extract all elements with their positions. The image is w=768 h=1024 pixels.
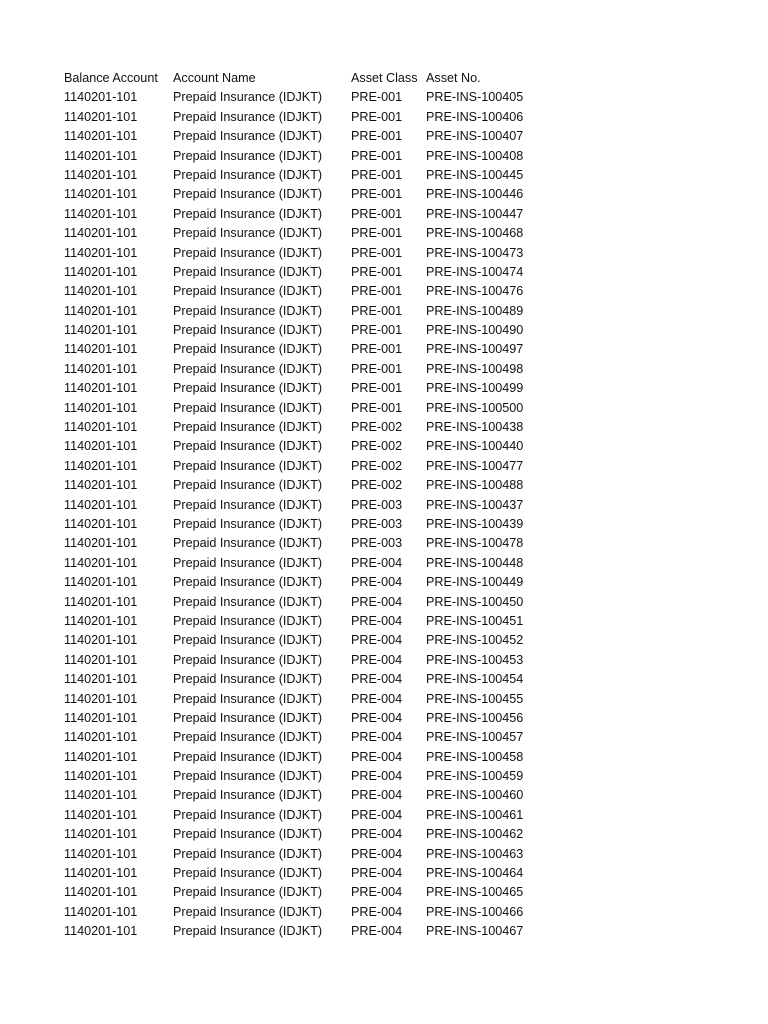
table-row <box>64 418 536 437</box>
table-row <box>64 767 536 786</box>
account-name-cell: Prepaid Insurance (IDJKT) <box>173 206 323 221</box>
asset-class-cell: PRE-004 <box>351 827 403 842</box>
asset-no-cell: PRE-INS-100497 <box>426 342 524 357</box>
balance-account-cell: 1140201-101 <box>64 788 138 803</box>
table-row <box>64 651 536 670</box>
balance-account-cell: 1140201-101 <box>64 478 138 493</box>
asset-no-cell: PRE-INS-100447 <box>426 206 524 221</box>
table-row <box>64 127 536 146</box>
balance-account-cell: 1140201-101 <box>64 710 138 725</box>
account-name-cell: Prepaid Insurance (IDJKT) <box>173 381 323 396</box>
asset-class-cell: PRE-001 <box>351 109 403 124</box>
asset-class-cell: PRE-001 <box>351 226 403 241</box>
asset-no-cell: PRE-INS-100438 <box>426 420 524 435</box>
asset-class-cell: PRE-004 <box>351 807 403 822</box>
balance-account-cell: 1140201-101 <box>64 613 138 628</box>
asset-class-cell: PRE-004 <box>351 555 403 570</box>
asset-class-cell: PRE-001 <box>351 167 403 182</box>
balance-account-cell: 1140201-101 <box>64 497 138 512</box>
balance-account-cell: 1140201-101 <box>64 458 138 473</box>
account-name-cell: Prepaid Insurance (IDJKT) <box>173 788 323 803</box>
asset-class-cell: PRE-004 <box>351 594 403 609</box>
asset-no-cell: PRE-INS-100458 <box>426 749 524 764</box>
account-name-cell: Prepaid Insurance (IDJKT) <box>173 187 323 202</box>
account-name-cell: Prepaid Insurance (IDJKT) <box>173 342 323 357</box>
asset-class-cell: PRE-004 <box>351 866 403 881</box>
asset-no-cell: PRE-INS-100499 <box>426 381 524 396</box>
account-name-cell: Prepaid Insurance (IDJKT) <box>173 613 323 628</box>
asset-table <box>64 69 536 942</box>
asset-class-cell: PRE-004 <box>351 904 403 919</box>
balance-account-cell: 1140201-101 <box>64 827 138 842</box>
table-row <box>64 166 536 185</box>
account-name-cell: Prepaid Insurance (IDJKT) <box>173 90 323 105</box>
table-row <box>64 185 536 204</box>
account-name-cell: Prepaid Insurance (IDJKT) <box>173 148 323 163</box>
asset-class-cell: PRE-001 <box>351 148 403 163</box>
table-row <box>64 263 536 282</box>
asset-class-cell: PRE-004 <box>351 652 403 667</box>
asset-class-cell: PRE-001 <box>351 381 403 396</box>
account-name-cell: Prepaid Insurance (IDJKT) <box>173 361 323 376</box>
asset-no-cell: PRE-INS-100459 <box>426 769 524 784</box>
account-name-cell: Prepaid Insurance (IDJKT) <box>173 439 323 454</box>
asset-class-cell: PRE-002 <box>351 420 403 435</box>
asset-no-cell: PRE-INS-100450 <box>426 594 524 609</box>
asset-no-cell: PRE-INS-100455 <box>426 691 524 706</box>
balance-account-cell: 1140201-101 <box>64 303 138 318</box>
account-name-cell: Prepaid Insurance (IDJKT) <box>173 303 323 318</box>
balance-account-cell: 1140201-101 <box>64 323 138 338</box>
balance-account-cell: 1140201-101 <box>64 129 138 144</box>
table-row <box>64 476 536 495</box>
balance-account-cell: 1140201-101 <box>64 652 138 667</box>
table-row <box>64 282 536 301</box>
balance-account-cell: 1140201-101 <box>64 594 138 609</box>
balance-account-cell: 1140201-101 <box>64 109 138 124</box>
asset-no-cell: PRE-INS-100440 <box>426 439 524 454</box>
asset-class-cell: PRE-004 <box>351 691 403 706</box>
table-row <box>64 631 536 650</box>
asset-class-cell: PRE-002 <box>351 458 403 473</box>
balance-account-cell: 1140201-101 <box>64 769 138 784</box>
account-name-cell: Prepaid Insurance (IDJKT) <box>173 555 323 570</box>
asset-no-cell: PRE-INS-100463 <box>426 846 524 861</box>
asset-class-cell: PRE-003 <box>351 497 403 512</box>
asset-no-cell: PRE-INS-100437 <box>426 497 524 512</box>
table-row <box>64 786 536 805</box>
asset-class-cell: PRE-004 <box>351 710 403 725</box>
table-row <box>64 302 536 321</box>
asset-no-cell: PRE-INS-100465 <box>426 885 524 900</box>
table-row <box>64 612 536 631</box>
account-name-cell: Prepaid Insurance (IDJKT) <box>173 226 323 241</box>
account-name-cell: Prepaid Insurance (IDJKT) <box>173 807 323 822</box>
account-name-cell: Prepaid Insurance (IDJKT) <box>173 536 323 551</box>
asset-no-cell: PRE-INS-100466 <box>426 904 524 919</box>
balance-account-cell: 1140201-101 <box>64 400 138 415</box>
account-name-cell: Prepaid Insurance (IDJKT) <box>173 400 323 415</box>
balance-account-cell: 1140201-101 <box>64 342 138 357</box>
account-name-cell: Prepaid Insurance (IDJKT) <box>173 924 323 939</box>
header-row <box>64 69 536 88</box>
table-row <box>64 399 536 418</box>
account-name-cell: Prepaid Insurance (IDJKT) <box>173 129 323 144</box>
table-row <box>64 437 536 456</box>
asset-no-cell: PRE-INS-100453 <box>426 652 524 667</box>
asset-class-cell: PRE-001 <box>351 264 403 279</box>
balance-account-cell: 1140201-101 <box>64 846 138 861</box>
balance-account-cell: 1140201-101 <box>64 691 138 706</box>
balance-account-cell: 1140201-101 <box>64 167 138 182</box>
asset-no-cell: PRE-INS-100473 <box>426 245 524 260</box>
asset-no-cell: PRE-INS-100456 <box>426 710 524 725</box>
account-name-cell: Prepaid Insurance (IDJKT) <box>173 167 323 182</box>
asset-no-cell: PRE-INS-100460 <box>426 788 524 803</box>
asset-no-cell: PRE-INS-100406 <box>426 109 524 124</box>
account-name-cell: Prepaid Insurance (IDJKT) <box>173 109 323 124</box>
asset-class-cell: PRE-001 <box>351 245 403 260</box>
asset-class-cell: PRE-001 <box>351 206 403 221</box>
header-asset-no: Asset No. <box>426 71 481 85</box>
asset-class-cell: PRE-004 <box>351 633 403 648</box>
asset-class-cell: PRE-001 <box>351 361 403 376</box>
account-name-cell: Prepaid Insurance (IDJKT) <box>173 866 323 881</box>
balance-account-cell: 1140201-101 <box>64 90 138 105</box>
asset-no-cell: PRE-INS-100452 <box>426 633 524 648</box>
table-body <box>64 88 536 941</box>
table-row <box>64 224 536 243</box>
asset-no-cell: PRE-INS-100467 <box>426 924 524 939</box>
balance-account-cell: 1140201-101 <box>64 749 138 764</box>
asset-no-cell: PRE-INS-100446 <box>426 187 524 202</box>
balance-account-cell: 1140201-101 <box>64 924 138 939</box>
account-name-cell: Prepaid Insurance (IDJKT) <box>173 478 323 493</box>
asset-class-cell: PRE-004 <box>351 749 403 764</box>
balance-account-cell: 1140201-101 <box>64 672 138 687</box>
asset-class-cell: PRE-004 <box>351 613 403 628</box>
account-name-cell: Prepaid Insurance (IDJKT) <box>173 245 323 260</box>
balance-account-cell: 1140201-101 <box>64 361 138 376</box>
asset-class-cell: PRE-003 <box>351 516 403 531</box>
asset-no-cell: PRE-INS-100462 <box>426 827 524 842</box>
account-name-cell: Prepaid Insurance (IDJKT) <box>173 284 323 299</box>
balance-account-cell: 1140201-101 <box>64 439 138 454</box>
balance-account-cell: 1140201-101 <box>64 575 138 590</box>
table-row <box>64 534 536 553</box>
asset-class-cell: PRE-001 <box>351 400 403 415</box>
asset-no-cell: PRE-INS-100498 <box>426 361 524 376</box>
asset-class-cell: PRE-001 <box>351 323 403 338</box>
balance-account-cell: 1140201-101 <box>64 866 138 881</box>
balance-account-cell: 1140201-101 <box>64 206 138 221</box>
account-name-cell: Prepaid Insurance (IDJKT) <box>173 885 323 900</box>
table-row <box>64 244 536 263</box>
table-row <box>64 728 536 747</box>
balance-account-cell: 1140201-101 <box>64 226 138 241</box>
asset-no-cell: PRE-INS-100451 <box>426 613 524 628</box>
account-name-cell: Prepaid Insurance (IDJKT) <box>173 458 323 473</box>
table-row <box>64 709 536 728</box>
account-name-cell: Prepaid Insurance (IDJKT) <box>173 904 323 919</box>
balance-account-cell: 1140201-101 <box>64 536 138 551</box>
asset-no-cell: PRE-INS-100445 <box>426 167 524 182</box>
table-row <box>64 515 536 534</box>
asset-no-cell: PRE-INS-100490 <box>426 323 524 338</box>
asset-class-cell: PRE-002 <box>351 439 403 454</box>
asset-no-cell: PRE-INS-100405 <box>426 90 524 105</box>
table-row <box>64 88 536 107</box>
asset-no-cell: PRE-INS-100476 <box>426 284 524 299</box>
asset-no-cell: PRE-INS-100468 <box>426 226 524 241</box>
table-row <box>64 922 536 941</box>
asset-class-cell: PRE-004 <box>351 672 403 687</box>
asset-class-cell: PRE-004 <box>351 730 403 745</box>
table-row <box>64 147 536 166</box>
table-row <box>64 573 536 592</box>
asset-class-cell: PRE-001 <box>351 187 403 202</box>
table-row <box>64 670 536 689</box>
table-row <box>64 883 536 902</box>
asset-class-cell: PRE-001 <box>351 342 403 357</box>
table-row <box>64 690 536 709</box>
asset-no-cell: PRE-INS-100474 <box>426 264 524 279</box>
asset-class-cell: PRE-001 <box>351 303 403 318</box>
balance-account-cell: 1140201-101 <box>64 284 138 299</box>
balance-account-cell: 1140201-101 <box>64 633 138 648</box>
table-row <box>64 554 536 573</box>
balance-account-cell: 1140201-101 <box>64 245 138 260</box>
asset-no-cell: PRE-INS-100461 <box>426 807 524 822</box>
asset-no-cell: PRE-INS-100408 <box>426 148 524 163</box>
asset-no-cell: PRE-INS-100500 <box>426 400 524 415</box>
account-name-cell: Prepaid Insurance (IDJKT) <box>173 575 323 590</box>
account-name-cell: Prepaid Insurance (IDJKT) <box>173 672 323 687</box>
account-name-cell: Prepaid Insurance (IDJKT) <box>173 633 323 648</box>
table-row <box>64 457 536 476</box>
balance-account-cell: 1140201-101 <box>64 730 138 745</box>
account-name-cell: Prepaid Insurance (IDJKT) <box>173 264 323 279</box>
asset-class-cell: PRE-001 <box>351 284 403 299</box>
table-row <box>64 593 536 612</box>
asset-no-cell: PRE-INS-100407 <box>426 129 524 144</box>
asset-class-cell: PRE-001 <box>351 90 403 105</box>
account-name-cell: Prepaid Insurance (IDJKT) <box>173 323 323 338</box>
balance-account-cell: 1140201-101 <box>64 420 138 435</box>
table-row <box>64 903 536 922</box>
table-row <box>64 360 536 379</box>
account-name-cell: Prepaid Insurance (IDJKT) <box>173 652 323 667</box>
balance-account-cell: 1140201-101 <box>64 807 138 822</box>
account-name-cell: Prepaid Insurance (IDJKT) <box>173 846 323 861</box>
balance-account-cell: 1140201-101 <box>64 148 138 163</box>
asset-class-cell: PRE-004 <box>351 885 403 900</box>
account-name-cell: Prepaid Insurance (IDJKT) <box>173 691 323 706</box>
asset-class-cell: PRE-002 <box>351 478 403 493</box>
account-name-cell: Prepaid Insurance (IDJKT) <box>173 769 323 784</box>
balance-account-cell: 1140201-101 <box>64 516 138 531</box>
asset-class-cell: PRE-003 <box>351 536 403 551</box>
table-row <box>64 806 536 825</box>
asset-no-cell: PRE-INS-100477 <box>426 458 524 473</box>
table-row <box>64 205 536 224</box>
asset-class-cell: PRE-004 <box>351 924 403 939</box>
balance-account-cell: 1140201-101 <box>64 885 138 900</box>
header-account-name: Account Name <box>173 71 256 85</box>
account-name-cell: Prepaid Insurance (IDJKT) <box>173 710 323 725</box>
asset-no-cell: PRE-INS-100464 <box>426 866 524 881</box>
asset-class-cell: PRE-004 <box>351 788 403 803</box>
account-name-cell: Prepaid Insurance (IDJKT) <box>173 594 323 609</box>
asset-no-cell: PRE-INS-100439 <box>426 516 524 531</box>
asset-no-cell: PRE-INS-100454 <box>426 672 524 687</box>
header-asset-class: Asset Class <box>351 71 418 85</box>
table-row <box>64 379 536 398</box>
account-name-cell: Prepaid Insurance (IDJKT) <box>173 730 323 745</box>
asset-class-cell: PRE-004 <box>351 575 403 590</box>
asset-no-cell: PRE-INS-100488 <box>426 478 524 493</box>
account-name-cell: Prepaid Insurance (IDJKT) <box>173 516 323 531</box>
asset-no-cell: PRE-INS-100448 <box>426 555 524 570</box>
account-name-cell: Prepaid Insurance (IDJKT) <box>173 749 323 764</box>
table-row <box>64 340 536 359</box>
asset-no-cell: PRE-INS-100449 <box>426 575 524 590</box>
header-balance-account: Balance Account <box>64 71 158 85</box>
balance-account-cell: 1140201-101 <box>64 187 138 202</box>
asset-no-cell: PRE-INS-100478 <box>426 536 524 551</box>
balance-account-cell: 1140201-101 <box>64 381 138 396</box>
balance-account-cell: 1140201-101 <box>64 264 138 279</box>
table-row <box>64 864 536 883</box>
table-row <box>64 825 536 844</box>
asset-class-cell: PRE-004 <box>351 846 403 861</box>
balance-account-cell: 1140201-101 <box>64 555 138 570</box>
table-row <box>64 321 536 340</box>
account-name-cell: Prepaid Insurance (IDJKT) <box>173 420 323 435</box>
asset-class-cell: PRE-004 <box>351 769 403 784</box>
balance-account-cell: 1140201-101 <box>64 904 138 919</box>
table-row <box>64 496 536 515</box>
account-name-cell: Prepaid Insurance (IDJKT) <box>173 497 323 512</box>
table-row <box>64 845 536 864</box>
asset-class-cell: PRE-001 <box>351 129 403 144</box>
table-row <box>64 748 536 767</box>
asset-no-cell: PRE-INS-100489 <box>426 303 524 318</box>
table-row <box>64 108 536 127</box>
asset-no-cell: PRE-INS-100457 <box>426 730 524 745</box>
account-name-cell: Prepaid Insurance (IDJKT) <box>173 827 323 842</box>
